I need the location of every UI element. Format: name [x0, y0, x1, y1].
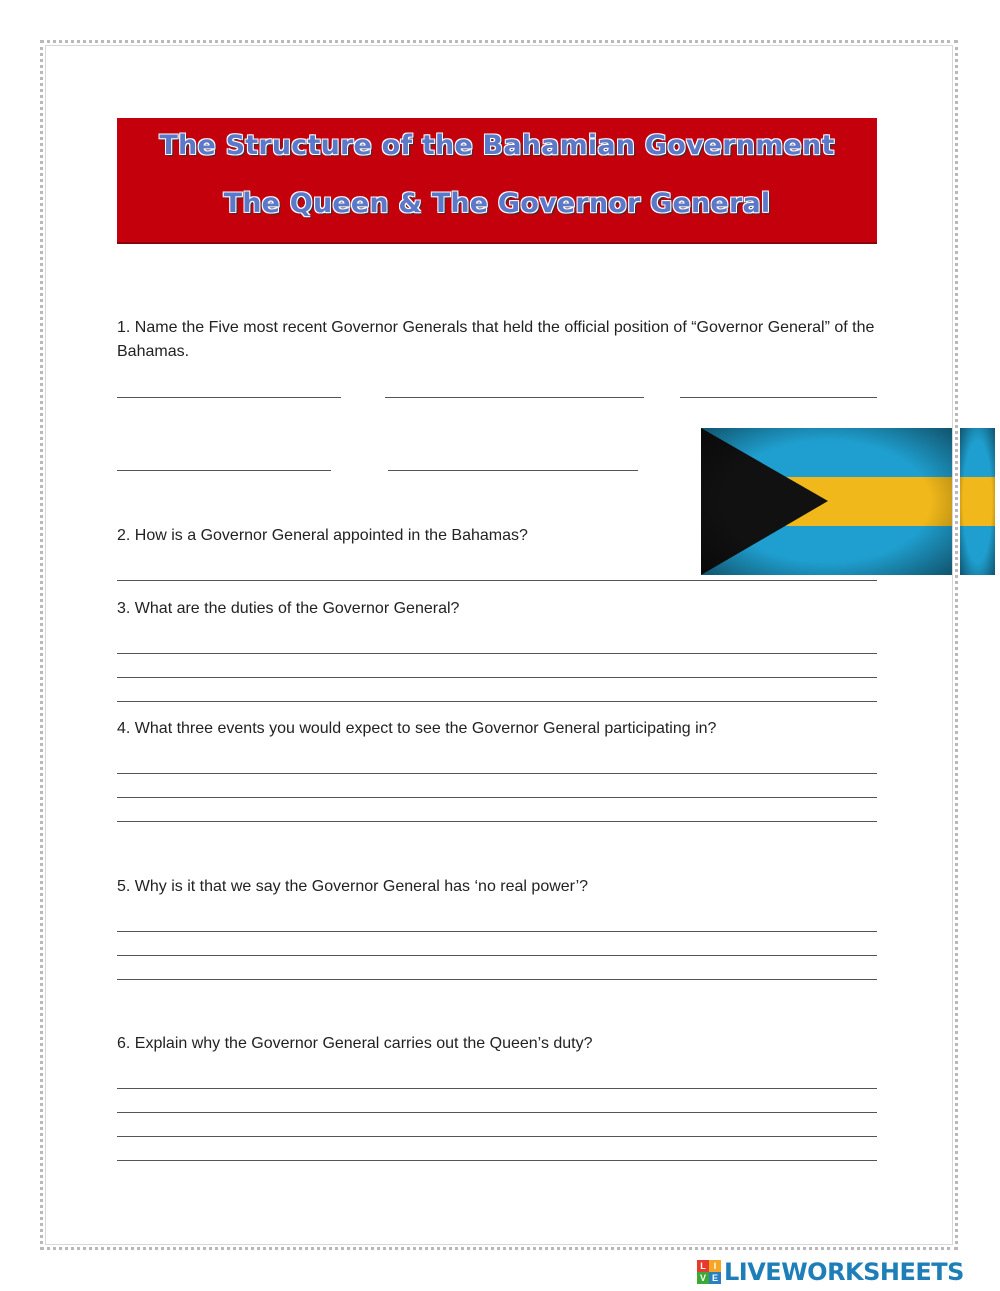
question-3: 3. What are the duties of the Governor General? [117, 600, 460, 617]
answer-line-5c[interactable] [117, 979, 877, 980]
question-5: 5. Why is it that we say the Governor General has ‘no real power’? [117, 878, 589, 895]
answer-line-4b[interactable] [117, 797, 877, 798]
answer-line-5a[interactable] [117, 931, 877, 932]
liveworksheets-logo[interactable] [697, 1258, 964, 1286]
answer-line-1a[interactable] [117, 397, 341, 398]
answer-line-2a[interactable] [117, 580, 877, 581]
bahamas-flag-image-fragment [960, 428, 995, 575]
bahamas-flag-image [701, 428, 952, 575]
answer-line-3a[interactable] [117, 653, 877, 654]
question-6: 6. Explain why the Governor General carries out the Queen’s duty? [117, 1035, 593, 1052]
question-4: 4. What three events you would expect to see the Governor General participating in? [117, 720, 717, 737]
answer-line-4c[interactable] [117, 821, 877, 822]
answer-line-1d[interactable] [117, 470, 331, 471]
title-line-2: The Queen & The Governor General [223, 188, 771, 219]
question-2: 2. How is a Governor General appointed in the Bahamas? [117, 527, 528, 544]
liveworksheets-wordmark: LIVEWORKSHEETS [724, 1258, 964, 1286]
answer-line-3b[interactable] [117, 677, 877, 678]
flag-svg [701, 428, 952, 575]
answer-line-6d[interactable] [117, 1160, 877, 1161]
answer-line-6b[interactable] [117, 1112, 877, 1113]
answer-line-1b[interactable] [385, 397, 644, 398]
answer-line-5b[interactable] [117, 955, 877, 956]
answer-line-6c[interactable] [117, 1136, 877, 1137]
answer-line-4a[interactable] [117, 773, 877, 774]
title-line-1: The Structure of the Bahamian Government [159, 130, 835, 161]
answer-line-3c[interactable] [117, 701, 877, 702]
question-1: 1. Name the Five most recent Governor Generals that held the official position of “Governor General” of the Bahamas. [117, 319, 875, 360]
answer-line-1e[interactable] [388, 470, 638, 471]
liveworksheets-icon: L I V E [697, 1260, 721, 1284]
answer-line-6a[interactable] [117, 1088, 877, 1089]
title-banner [117, 118, 877, 244]
answer-line-1c[interactable] [680, 397, 877, 398]
